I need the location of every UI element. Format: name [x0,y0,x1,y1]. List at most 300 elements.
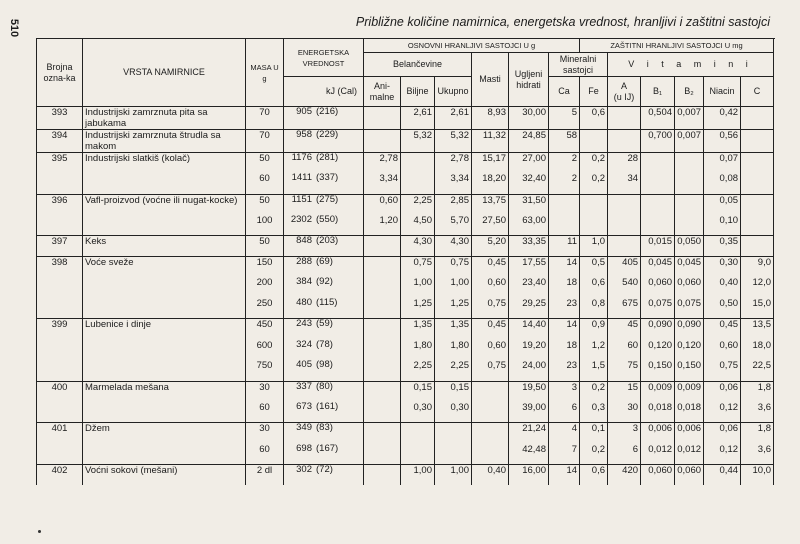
cell-b2: 0,006 [675,423,704,444]
cell-bi: 2,25 [401,194,435,215]
cell-fe: 0,2 [580,444,608,465]
cell-b1 [641,215,675,236]
cell-c: 12,0 [741,277,774,298]
cell-ug: 24,00 [509,360,549,381]
cell-ma: 0,40 [472,464,509,485]
cell-ug: 29,25 [509,298,549,319]
table-row [37,173,774,194]
cell-kj: 337 [296,381,312,392]
cell-b1 [641,153,675,174]
cell-kj: 1151 [291,194,312,205]
cell-name: Industrijski zamrznuta štrudla sa makom [83,130,246,153]
cell-kj: 673 [296,402,312,413]
cell-fe: 0,2 [580,173,608,194]
header-animalne: Ani-malne [364,77,401,107]
header-a-unit: (u IJ) [613,91,635,102]
cell-uk: 3,34 [435,173,472,194]
cell-ug: 23,40 [509,277,549,298]
cell-cal: (229) [316,129,339,140]
cell-uk: 1,25 [435,298,472,319]
cell-masa: 600 [246,340,284,361]
header-c: C [741,77,774,107]
cell-b1: 0,045 [641,256,675,277]
cell-bi: 0,15 [401,381,435,402]
cell-b2: 0,007 [675,107,704,130]
cell-b1 [641,173,675,194]
cell-masa: 450 [246,319,284,340]
cell-ug: 63,00 [509,215,549,236]
cell-energy [284,464,364,485]
cell-ug: 31,50 [509,194,549,215]
cell-bi: 1,00 [401,277,435,298]
table-row [37,194,774,215]
cell-a: 45 [608,319,641,340]
cell-number [37,444,83,465]
cell-kj: 1411 [291,173,312,184]
cell-ca: 23 [549,360,580,381]
table-row [37,423,774,444]
cell-kj: 698 [296,443,312,454]
header-zastitni: ZAŠTITNI HRANLJIVI SASTOJCI U mg [580,39,774,53]
cell-kj: 848 [296,235,312,247]
cell-cal: (203) [316,235,339,247]
cell-c: 9,0 [741,256,774,277]
cell-bi: 1,25 [401,298,435,319]
cell-a: 15 [608,381,641,402]
cell-masa: 50 [246,236,284,257]
cell-number: 396 [37,194,83,215]
cell-ni: 0,60 [704,340,741,361]
cell-energy [284,236,364,257]
cell-b1: 0,150 [641,360,675,381]
cell-b2: 0,018 [675,402,704,423]
cell-ma [472,381,509,402]
cell-bi: 1,35 [401,319,435,340]
cell-name: Voćni sokovi (mešani) [83,464,246,485]
cell-masa: 100 [246,215,284,236]
cell-fe: 1,5 [580,360,608,381]
cell-an [364,444,401,465]
cell-bi [401,444,435,465]
cell-number [37,277,83,298]
cell-energy [284,402,364,423]
cell-fe [580,130,608,153]
cell-a: 405 [608,256,641,277]
cell-an [364,298,401,319]
cell-c [741,236,774,257]
cell-ma: 18,20 [472,173,509,194]
cell-number: 398 [37,256,83,277]
cell-b1: 0,504 [641,107,675,130]
cell-energy [284,340,364,361]
cell-a: 540 [608,277,641,298]
cell-name [83,444,246,465]
header-belancevine: Belančevine [364,53,472,77]
cell-an: 2,78 [364,153,401,174]
cell-cal: (216) [316,106,339,117]
cell-masa: 50 [246,194,284,215]
cell-ni: 0,42 [704,107,741,130]
cell-kj: 243 [296,318,312,330]
cell-cal: (115) [316,298,338,309]
cell-masa: 60 [246,173,284,194]
cell-fe: 0,6 [580,107,608,130]
cell-fe: 0,3 [580,402,608,423]
cell-uk: 2,25 [435,360,472,381]
cell-c: 1,8 [741,423,774,444]
cell-ca: 14 [549,464,580,485]
cell-number: 400 [37,381,83,402]
cell-a: 675 [608,298,641,319]
cell-bi [401,153,435,174]
cell-b1: 0,015 [641,236,675,257]
cell-c [741,215,774,236]
cell-number: 395 [37,153,83,174]
cell-b2: 0,120 [675,340,704,361]
table-row [37,402,774,423]
cell-name [83,402,246,423]
cell-uk: 2,61 [435,107,472,130]
cell-masa: 250 [246,298,284,319]
cell-fe: 0,2 [580,381,608,402]
cell-ug: 32,40 [509,173,549,194]
header-mineralni: Mineralni sastojci [549,53,608,77]
header-masa: MASA U g [246,39,284,107]
cell-ca: 3 [549,381,580,402]
table-body [37,107,774,486]
cell-c: 18,0 [741,340,774,361]
cell-number: 399 [37,319,83,340]
cell-bi [401,173,435,194]
cell-number [37,402,83,423]
cell-name [83,298,246,319]
cell-b2: 0,060 [675,464,704,485]
cell-energy [284,444,364,465]
cell-cal: (337) [316,173,339,184]
cell-uk: 1,00 [435,464,472,485]
cell-ca: 18 [549,340,580,361]
cell-b2 [675,194,704,215]
cell-ni: 0,05 [704,194,741,215]
cell-c [741,153,774,174]
header-vrsta: VRSTA NAMIRNICE [83,39,246,107]
cell-ma: 0,60 [472,340,509,361]
cell-ca: 5 [549,107,580,130]
cell-a: 6 [608,444,641,465]
header-ugljeni: Ugljeni hidrati [509,53,549,107]
cell-masa: 750 [246,360,284,381]
cell-uk: 0,15 [435,381,472,402]
cell-bi: 2,25 [401,360,435,381]
cell-an [364,360,401,381]
header-a [608,77,641,107]
cell-a: 28 [608,153,641,174]
header-kj-cal: kJ (Cal) [284,77,364,107]
cell-b1: 0,075 [641,298,675,319]
cell-fe: 1,0 [580,236,608,257]
cell-cal: (550) [316,214,339,225]
cell-ni: 0,50 [704,298,741,319]
cell-kj: 288 [296,256,312,267]
cell-ni: 0,45 [704,319,741,340]
cell-masa: 70 [246,107,284,130]
header-b2: B₂ [675,77,704,107]
cell-ca: 2 [549,173,580,194]
cell-masa: 60 [246,402,284,423]
cell-a [608,236,641,257]
cell-fe: 1,2 [580,340,608,361]
cell-fe: 0,6 [580,277,608,298]
cell-b1: 0,120 [641,340,675,361]
cell-b1: 0,700 [641,130,675,153]
table-row [37,236,774,257]
cell-b2 [675,153,704,174]
cell-a [608,194,641,215]
cell-number [37,298,83,319]
cell-ni: 0,40 [704,277,741,298]
cell-an: 0,60 [364,194,401,215]
cell-uk: 1,80 [435,340,472,361]
table-row [37,153,774,174]
header-fe: Fe [580,77,608,107]
cell-bi: 0,75 [401,256,435,277]
cell-cal: (92) [316,277,333,288]
cell-ma: 0,60 [472,277,509,298]
cell-b1 [641,194,675,215]
cell-c: 22,5 [741,360,774,381]
cell-energy [284,319,364,340]
cell-an [364,464,401,485]
cell-a: 3 [608,423,641,444]
cell-cal: (59) [316,318,333,330]
table-row [37,215,774,236]
cell-b2: 0,090 [675,319,704,340]
cell-ma [472,402,509,423]
cell-a [608,215,641,236]
cell-uk: 2,85 [435,194,472,215]
cell-ma: 8,93 [472,107,509,130]
cell-uk: 5,32 [435,130,472,153]
cell-energy [284,298,364,319]
cell-energy [284,153,364,174]
cell-name: Džem [83,423,246,444]
cell-c [741,194,774,215]
cell-cal: (161) [316,402,339,413]
cell-ca: 18 [549,277,580,298]
header-energetska: ENERGETSKA VREDNOST [284,39,364,77]
cell-number [37,340,83,361]
cell-fe: 0,9 [580,319,608,340]
cell-ma: 0,75 [472,360,509,381]
cell-an [364,130,401,153]
cell-name: Industrijski slatkiš (kolač) [83,153,246,174]
cell-energy [284,107,364,130]
cell-uk: 1,35 [435,319,472,340]
cell-ni: 0,12 [704,402,741,423]
header-osnovni: OSNOVNI HRANLJIVI SASTOJCI U g [364,39,580,53]
cell-bi: 0,30 [401,402,435,423]
table-row [37,340,774,361]
cell-bi: 1,80 [401,340,435,361]
cell-kj: 302 [296,464,312,475]
cell-ug: 24,85 [509,130,549,153]
header-a-label: A [621,80,628,91]
cell-ni: 0,06 [704,423,741,444]
cell-cal: (98) [316,360,333,371]
cell-name: Marmelada mešana [83,381,246,402]
cell-ni: 0,44 [704,464,741,485]
cell-b2 [675,173,704,194]
page-number: 510 [8,18,20,38]
cell-ma: 27,50 [472,215,509,236]
cell-kj: 324 [296,339,312,350]
cell-ug: 33,35 [509,236,549,257]
cell-c [741,173,774,194]
cell-an [364,402,401,423]
header-b1: B₁ [641,77,675,107]
cell-uk: 4,30 [435,236,472,257]
header-masti: Masti [472,53,509,107]
cell-ni: 0,08 [704,173,741,194]
cell-b2: 0,012 [675,444,704,465]
cell-bi [401,423,435,444]
cell-name: Vafl-proizvod (voćne ili nugat-kocke) [83,194,246,215]
cell-name: Lubenice i dinje [83,319,246,340]
cell-cal: (83) [316,422,333,434]
cell-masa: 30 [246,381,284,402]
cell-ca: 23 [549,298,580,319]
cell-an [364,236,401,257]
cell-ca: 14 [549,319,580,340]
cell-ma: 0,45 [472,256,509,277]
cell-ug: 14,40 [509,319,549,340]
cell-b2: 0,060 [675,277,704,298]
cell-b2: 0,009 [675,381,704,402]
cell-name [83,173,246,194]
cell-c: 10,0 [741,464,774,485]
cell-energy [284,173,364,194]
cell-uk: 2,78 [435,153,472,174]
cell-ni: 0,06 [704,381,741,402]
cell-ug: 17,55 [509,256,549,277]
cell-masa: 30 [246,423,284,444]
cell-name: Industrijski zamrznuta pita sa jabukama [83,107,246,130]
cell-cal: (80) [316,381,333,392]
table-row [37,381,774,402]
cell-ca: 11 [549,236,580,257]
cell-ni: 0,75 [704,360,741,381]
cell-ca: 2 [549,153,580,174]
cell-ca: 14 [549,256,580,277]
cell-energy [284,277,364,298]
cell-ni: 0,07 [704,153,741,174]
cell-name: Voće sveže [83,256,246,277]
cell-ma: 15,17 [472,153,509,174]
cell-c: 3,6 [741,444,774,465]
page-mark [38,530,41,533]
cell-energy [284,423,364,444]
cell-uk: 0,75 [435,256,472,277]
cell-kj: 2302 [290,214,312,225]
cell-energy [284,256,364,277]
cell-ma: 0,45 [472,319,509,340]
cell-number: 401 [37,423,83,444]
cell-an [364,256,401,277]
cell-fe [580,194,608,215]
cell-number: 397 [37,236,83,257]
cell-masa: 200 [246,277,284,298]
header-niacin: Niacin [704,77,741,107]
table-row [37,256,774,277]
cell-b1: 0,018 [641,402,675,423]
cell-an [364,381,401,402]
cell-c [741,107,774,130]
cell-bi: 4,50 [401,215,435,236]
cell-masa: 2 dl [246,464,284,485]
cell-ug: 19,50 [509,381,549,402]
table-row [37,298,774,319]
cell-energy [284,381,364,402]
cell-ca: 4 [549,423,580,444]
table-row [37,444,774,465]
table-row [37,464,774,485]
cell-bi: 1,00 [401,464,435,485]
cell-kj: 349 [296,422,312,434]
cell-kj: 958 [296,129,312,140]
table-row [37,319,774,340]
cell-ca [549,194,580,215]
cell-ug: 19,20 [509,340,549,361]
cell-ma [472,444,509,465]
cell-uk: 1,00 [435,277,472,298]
cell-kj: 905 [296,106,312,117]
header-biljne: Biljne [401,77,435,107]
cell-uk [435,423,472,444]
cell-ca: 6 [549,402,580,423]
cell-energy [284,130,364,153]
cell-name [83,215,246,236]
cell-c: 13,5 [741,319,774,340]
cell-ug: 42,48 [509,444,549,465]
cell-a: 30 [608,402,641,423]
cell-bi: 2,61 [401,107,435,130]
cell-b1: 0,012 [641,444,675,465]
cell-c [741,130,774,153]
cell-number [37,360,83,381]
header-broj: Brojna ozna-ka [37,39,83,107]
cell-name [83,277,246,298]
cell-an [364,107,401,130]
cell-a [608,130,641,153]
cell-ug: 16,00 [509,464,549,485]
cell-b2: 0,150 [675,360,704,381]
cell-fe [580,215,608,236]
cell-bi: 5,32 [401,130,435,153]
cell-b2: 0,045 [675,256,704,277]
cell-energy [284,215,364,236]
cell-ni: 0,56 [704,130,741,153]
cell-ni: 0,12 [704,444,741,465]
cell-number: 393 [37,107,83,130]
cell-number: 402 [37,464,83,485]
nutrition-table [36,38,774,485]
cell-an: 1,20 [364,215,401,236]
cell-an [364,277,401,298]
cell-cal: (281) [316,152,339,163]
cell-an: 3,34 [364,173,401,194]
cell-ug: 21,24 [509,423,549,444]
header-vitamini: V i t a m i n i [608,53,774,77]
